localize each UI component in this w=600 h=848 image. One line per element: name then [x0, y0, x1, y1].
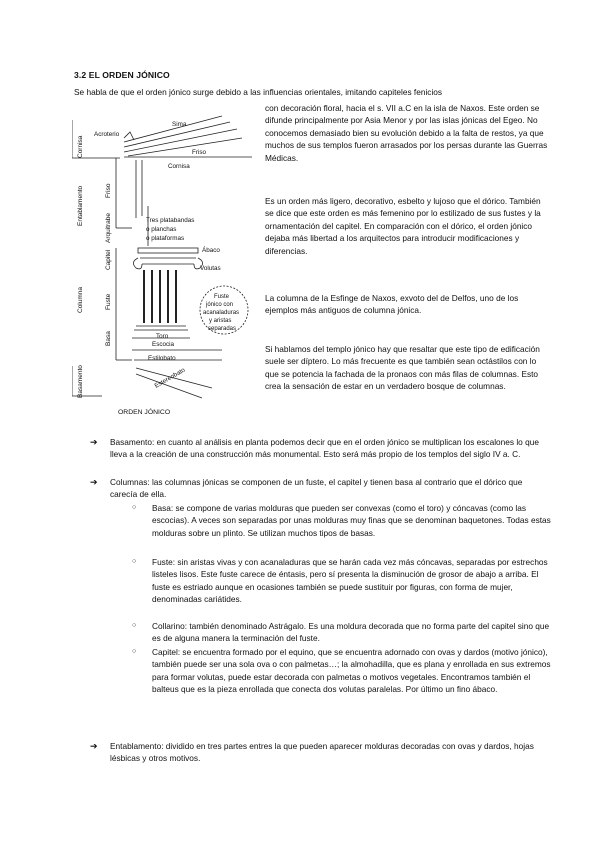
- label-fuste-vertical: Fuste: [105, 293, 112, 310]
- circle-bullet-icon: ○: [132, 648, 137, 655]
- label-columna-vertical: Columna: [77, 286, 84, 313]
- bullet-text: Entablamento: dividido en tres partes entres la que pueden aparecer molduras decoradas con ovas y dardos, hojas lésbicas y otros motivos.: [110, 741, 534, 764]
- label-estilobato: Estilobato: [148, 355, 176, 362]
- paragraph-naxos: La columna de la Esfinge de Naxos, exvoto del de Delfos, uno de los ejemplos más antiguos de columna jónica.: [265, 293, 519, 316]
- label-basamento-vertical: Basamento: [77, 365, 84, 398]
- cornice-line: [128, 138, 242, 156]
- bullet-text: Basamento: en cuanto al análisis en planta podemos decir que en el orden jónico se multiplican los escalones lo que lleva a la creación de una construcción más monumental. Esto será más propio de los templos del siglo IV a. C.: [110, 437, 539, 460]
- label-fuste-note-2: jónico con: [206, 302, 234, 308]
- bullet-text: Columnas: las columnas jónicas se componen de un fuste, el capitel y tienen basa al contrario que el dórico que carecía de ella.: [110, 477, 523, 500]
- label-platabandas-3: o plataformas: [146, 235, 185, 242]
- abacus-shape: [138, 248, 198, 253]
- paragraph-character: Es un orden más ligero, decorativo, esbelto y lujoso que el dórico. También se dice que este orden es más femenino por lo estilizado de sus fustes y la ornamentación del capitel. En comparación con el dórico, el orden jónico dejaba más libertad a los arquitectos para introducir modificaciones y diferencias.: [265, 196, 541, 256]
- label-volutas: Volutas: [200, 265, 221, 272]
- label-abaco: Ábaco: [202, 247, 220, 254]
- label-friso-vertical: Friso: [105, 183, 112, 198]
- sub-bullet-text: Fuste: sin aristas vivas y con acanaladuras que se harán cada vez más cóncavas, separadas por estrechos listeles lisos. Este fuste carece de éntasis, pero sí presenta la disminución de grosor de abajo a arriba. El fuste es estriado aunque en ocasiones también se puede sustituir por figuras, con forma de mujer, denominadas cariátides.: [152, 557, 548, 605]
- label-capitel-vertical: Capitel: [105, 249, 112, 270]
- label-acroterio: Acroterio: [94, 131, 120, 138]
- section-heading: 3.2 EL ORDEN JÓNICO: [74, 70, 170, 80]
- intro-text: Se habla de que el orden jónico surge debido a las influencias orientales, imitando capiteles fenicios: [74, 87, 443, 97]
- sub-bullet-text: Basa: se compone de varias molduras que pueden ser convexas (como el toro) y cóncavas (como las escocias). A veces son separadas por unas molduras muy finas que se denominan baquetones. Todas estas molduras sobre un plinto. Se utilizan muchos tipos de basas.: [152, 503, 551, 538]
- label-cornisa-vertical: Cornisa: [77, 135, 84, 158]
- label-platabandas-1: Tres platabandas: [146, 217, 195, 224]
- volute-left: [133, 258, 142, 269]
- label-escocia: Escocia: [152, 341, 175, 348]
- label-fuste-note-5: separadas: [208, 326, 237, 332]
- label-fuste-note-4: y aristas: [209, 318, 232, 324]
- arrow-icon: ➔: [90, 437, 98, 447]
- paragraph-origin: con decoración floral, hacia el s. VII a.C en la isla de Naxos. Este orden se difunde principalmente por Asia Menor y por las islas jónicas del Egeo. No conocemos demasiado bien su evolución debido a la falta de restos, ya que muchos de sus templos fueron arrasados por los persas durante las Guerras Médicas.: [265, 103, 548, 163]
- cornice-line: [124, 116, 222, 142]
- label-fuste-note-3: acanaladuras: [203, 310, 240, 316]
- label-estereobato: Estereobato: [153, 366, 187, 390]
- label-friso: Friso: [192, 149, 206, 156]
- label-toro: Toro: [156, 333, 169, 340]
- acroterion-mark: [124, 132, 134, 140]
- sub-bullet-text: Collarino: también denominado Astrágalo. Es una moldura decorada que no forma parte del capitel sino que es de alguna manera la terminación del fuste.: [152, 621, 550, 644]
- label-fuste-note-1: Fuste: [214, 294, 230, 300]
- arrow-icon: ➔: [90, 477, 98, 487]
- label-cornisa: Cornisa: [168, 163, 190, 170]
- diagram-caption: ORDEN JÓNICO: [118, 409, 171, 416]
- sub-bullet-text: Capitel: se encuentra formado por el equino, que se encuentra adornado con ovas y dardos (motivo jónico), también puede ser una sola ova o con palmetas…; la almohadilla, que es plana y enrollada en sus extremos para formar volutas, puede estar decorada con palmetas o motivos vegetales. Encontramos también el balteus que es la pieza enrollada que conecta dos volutas paralelas. Por último un fino ábaco.: [152, 647, 551, 695]
- paragraph-temple: Si hablamos del templo jónico hay que resaltar que este tipo de edificación suele ser díptero. Lo más frecuente es que también sean octástilos con lo que se potencia la fachada de la pronaos con más filas de columnas. Esto crea la sensación de estar en un verdadero bosque de columnas.: [265, 344, 540, 392]
- label-arquitrabe-vertical: Arquitrabe: [105, 213, 112, 243]
- arrow-icon: ➔: [90, 741, 98, 751]
- circle-bullet-icon: ○: [132, 558, 137, 565]
- cornice-line: [124, 129, 237, 152]
- label-entablamento-vertical: Entablamento: [77, 185, 84, 226]
- label-platabandas-2: o planchas: [146, 226, 177, 233]
- label-basa-vertical: Basa: [105, 331, 112, 346]
- ionic-order-diagram: [72, 98, 260, 420]
- circle-bullet-icon: ○: [132, 504, 137, 511]
- circle-bullet-icon: ○: [132, 622, 137, 629]
- label-sima: Sima: [172, 121, 187, 128]
